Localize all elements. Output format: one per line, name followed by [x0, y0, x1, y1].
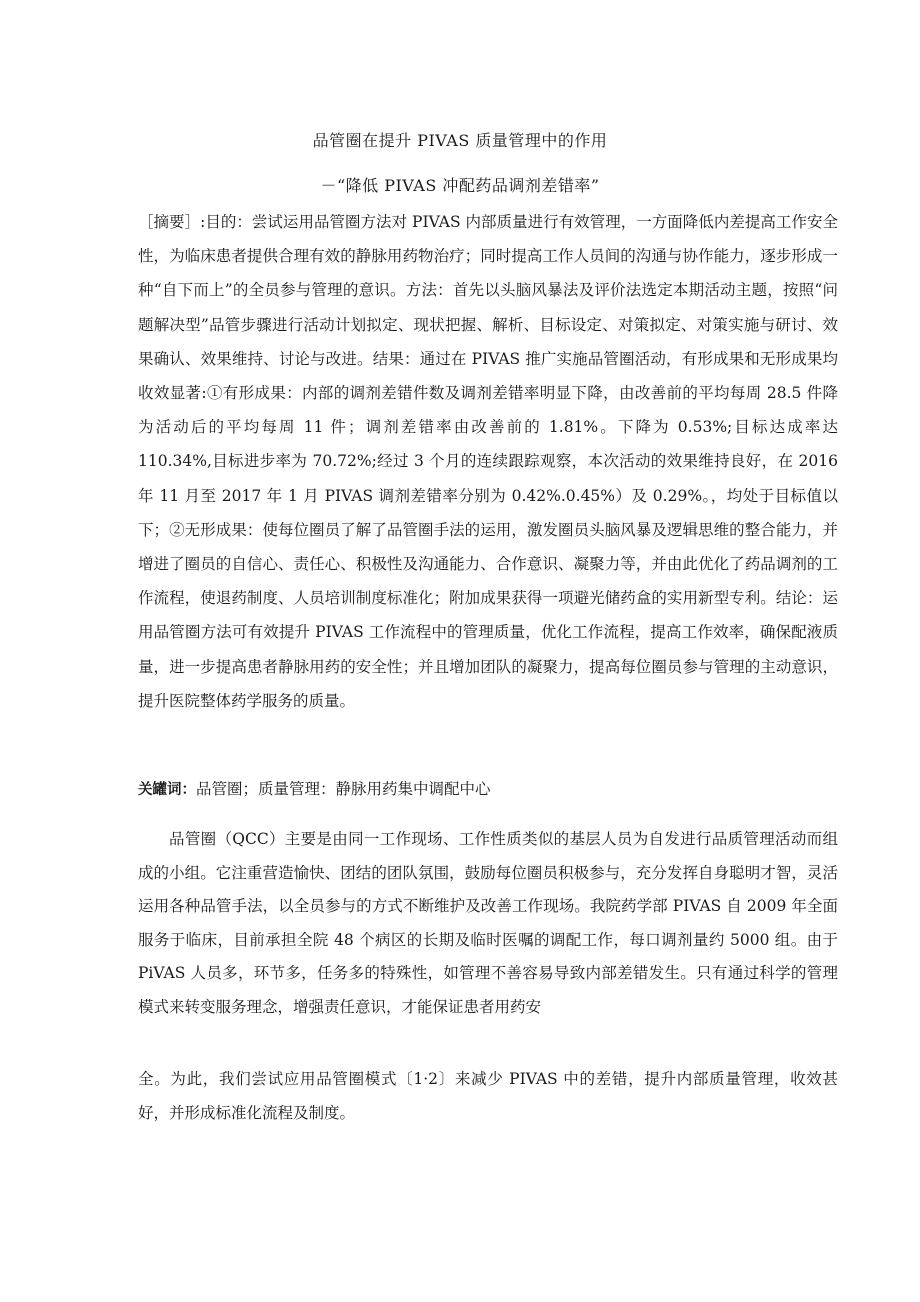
keywords-line — [138, 776, 838, 803]
body-paragraph-1: 品管圈（QCC）主要是由同一工作现场、工作性质类似的基层人员为自发进行品质管理活动而组成的小组。它注重营造愉快、团结的团队氛围，鼓励每位圈员积极参与，充分发挥自身聪明才智，灵活运用各种品管手法，以全员参与的方式不断维护及改善工作现场。我院药学部 PIVAS 自 2009 年全面服务于临床，目前承担全院 48 个病区的长期及临时医嘱的调配工作，每口调剂量约 5000 组。由于 PiVAS 人员多，环节多，任务多的特殊性，如管理不善容易导致内部差错发生。只有通过科学的管理模式来转变服务理念，增强责任意识，才能保证患者用药安 — [138, 830, 838, 1016]
document-title: 品管圈在提升 PIVAS 质量管理中的作用 — [312, 131, 608, 150]
document-subtitle: －“降低 PIVAS 冲配药品调剂差错率” — [320, 176, 600, 195]
keywords-label: 关罐词： — [138, 782, 196, 798]
abstract-paragraph: ［摘要］:目的：尝试运用品管圈方法对 PIVAS 内部质量进行有效管理，一方面降低内差提高工作安全性，为临床患者提供合理有效的静脉用药物治疗；同时提高工作人员间的沟通与协作能力，逐步形成一种“自下而上”的全员参与管理的意识。方法：首先以头脑风暴法及评价法选定本期活动主题，按照“问题解决型”品管步骤进行活动计划拟定、现状把握、解析、目标设定、对策拟定、对策实施与研讨、效果确认、效果维持、讨论与改进。结果：通过在 PIVAS 推广实施品管圈活动，有形成果和无形成果均收效显著:①有形成果：内部的调剂差错件数及调剂差错率明显下降，由改善前的平均每周 28.5 件降为活动后的平均每周 11 件；调剂差错率由改善前的 1.81%。下降为 0.53%;目标达成率达 110.34%,目标进步率为 70.72%;经过 3 个月的连续跟踪观察，本次活动的效果维持良好，在 2016 年 11 月至 2017 年 1 月 PIVAS 调剂差错率分别为 0.42%.0.45%）及 0.29%。，均处于目标值以下；②无形成果：使每位圈员了解了品管圈手法的运用，激发圈员头脑风暴及逻辑思维的整合能力，并增进了圈员的自信心、责任心、积极性及沟通能力、合作意识、凝聚力等，并由此优化了药品调剂的工作流程，使退药制度、人员培训制度标准化；附加成果获得一项避光储药盒的实用新型专利。结论：运用品管圈方法可有效提升 PIVAS 工作流程中的管理质量，优化工作流程，提高工作效率，确保配液质量，进一步提高患者静脉用药的安全性；并且增加团队的凝聚力，提高每位圈员参与管理的主动意识，提升医院整体药学服务的质量。 — [138, 213, 838, 710]
keywords-text: 品管圈；质量管理：静脉用药集中调配中心 — [196, 780, 491, 798]
body-paragraph-2: 全。为此，我们尝试应用品管圈模式〔1·2〕来减少 PIVAS 中的差错，提升内部质量管理，收效甚好，并形成标准化流程及制度。 — [138, 1070, 838, 1122]
